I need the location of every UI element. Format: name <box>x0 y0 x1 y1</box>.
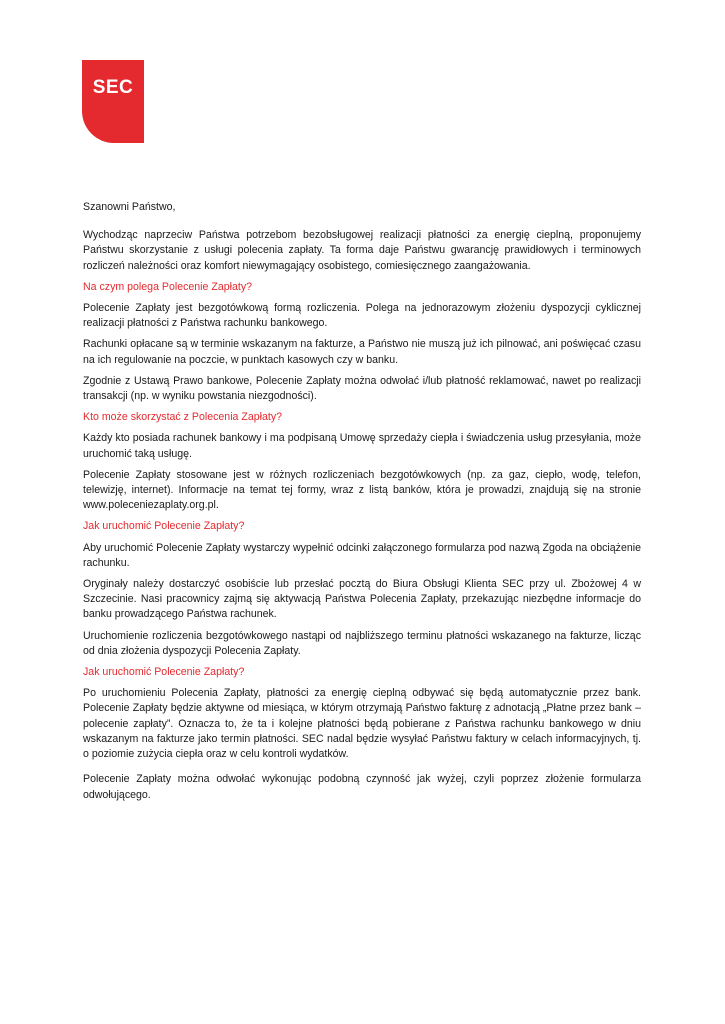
greeting: Szanowni Państwo, <box>83 201 176 213</box>
section-paragraph: Oryginały należy dostarczyć osobiście lub przesłać pocztą do Biura Obsługi Klienta SEC przy ul. Zbożowej 4 w Szczecinie. Nasi pracownicy zajmą się aktywacją Państwa Polecenia Zapłaty, przekazując niezbędne informacje do banku prowadzącego Państwa rachunek. <box>83 578 641 621</box>
section-heading-how-it-works: Na czym polega Polecenie Zapłaty? <box>83 280 253 293</box>
letter-body <box>83 200 641 809</box>
section-paragraph: Polecenie Zapłaty jest bezgotówkową formą rozliczenia. Polega na jednorazowym złożeniu dyspozycji cyklicznej realizacji płatności z Państwa rachunku bankowego. <box>83 302 641 330</box>
intro-paragraph: Wychodząc naprzeciw Państwa potrzebom bezobsługowej realizacji płatności za energię cieplną, proponujemy Państwu skorzystanie z usługi polecenia zapłaty. Ta forma daje Państwu gwarancję prawidłowych i terminowych rozliczeń należności oraz komfort niewymagający osobistego, comiesięcznego zaangażowania. <box>83 229 641 272</box>
section-paragraph: Uruchomienie rozliczenia bezgotówkowego nastąpi od najbliższego terminu płatności wskazanego na fakturze, licząc od dnia złożenia dyspozycji Polecenia Zapłaty. <box>83 629 641 657</box>
section-paragraph: Rachunki opłacane są w terminie wskazanym na fakturze, a Państwo nie muszą już ich pilnować, ani poświęcać czasu na ich regulowanie na poczcie, w punktach kasowych czy w banku. <box>83 338 641 366</box>
section-paragraph: Zgodnie z Ustawą Prawo bankowe, Polecenie Zapłaty można odwołać i/lub płatność reklamować, nawet po realizacji transakcji (np. w wyniku powstania niezgodności). <box>83 374 641 403</box>
section-paragraph: Każdy kto posiada rachunek bankowy i ma podpisaną Umowę sprzedaży ciepła i świadczenia usług przesyłania, może uruchomić taką usługę. <box>83 432 641 460</box>
section-heading-how-to-activate-2: Jak uruchomić Polecenie Zapłaty? <box>83 666 245 679</box>
sec-logo <box>82 60 144 143</box>
section-heading-how-to-activate: Jak uruchomić Polecenie Zapłaty? <box>83 520 245 533</box>
sec-logo-text: SEC <box>92 77 134 98</box>
section-paragraph: Po uruchomieniu Polecenia Zapłaty, płatności za energię cieplną odbywać się będą automatycznie przez bank. Polecenie Zapłaty będzie aktywne od miesiąca, w którym otrzymają Państwo fakturę z adnotacją „Płatne przez bank – polecenie zapłaty”. Oznacza to, że ta i kolejne płatności będą pobierane z Państwa rachunku bankowego w dniu wskazanym na fakturze jako termin płatności. SEC nadal będzie wysyłać Państwu faktury w celach informacyjnych, tj. o poziomie zużycia ciepła oraz w celu kontroli wydatków. <box>83 687 641 761</box>
section-heading-who-can-use: Kto może skorzystać z Polecenia Zapłaty? <box>83 411 283 424</box>
section-paragraph: Polecenie Zapłaty można odwołać wykonując podobną czynność jak wyżej, czyli poprzez złożenie formularza odwołującego. <box>83 773 641 801</box>
section-paragraph: Aby uruchomić Polecenie Zapłaty wystarczy wypełnić odcinki załączonego formularza pod nazwą Zgoda na obciążenie rachunku. <box>83 541 641 569</box>
section-paragraph: Polecenie Zapłaty stosowane jest w różnych rozliczeniach bezgotówkowych (np. za gaz, ciepło, wodę, telefon, telewizję, internet). Informacje na temat tej formy, wraz z listą banków, która je prowadzi, znajdują się na stronie www.poleceniezaplaty.org.pl. <box>83 468 641 512</box>
